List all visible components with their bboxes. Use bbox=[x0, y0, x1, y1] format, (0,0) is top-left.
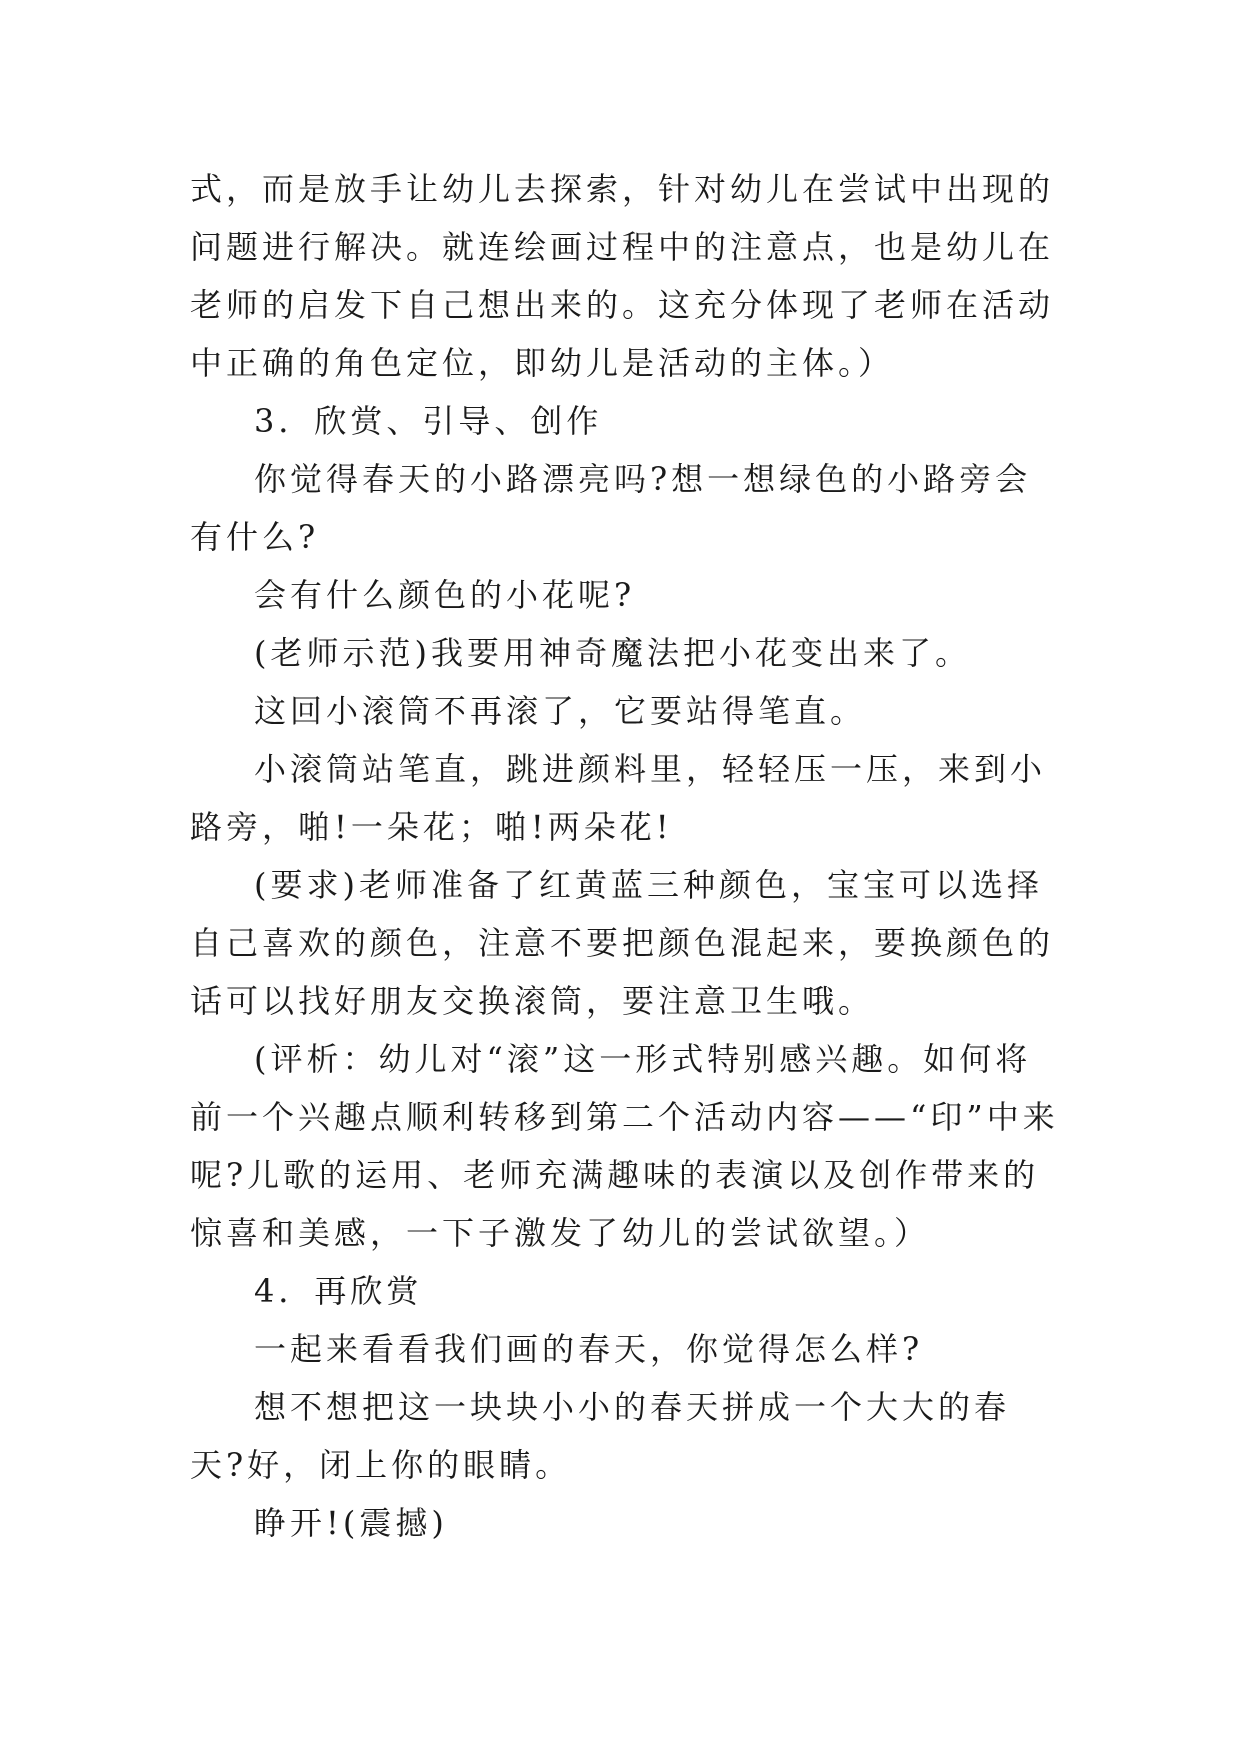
paragraph: 这回小滚筒不再滚了，它要站得笔直。 bbox=[254, 692, 867, 730]
document-body bbox=[190, 160, 1060, 1552]
section-heading-3: 3．欣赏、引导、创作 bbox=[254, 402, 603, 440]
paragraph: (要求)老师准备了红黄蓝三种颜色，宝宝可以选择自己喜欢的颜色，注意不要把颜色混起来，要换颜色的话可以找好朋友交换滚筒，要注意卫生哦。 bbox=[190, 866, 1055, 1020]
paragraph-commentary: (评析：幼儿对“滚”这一形式特别感兴趣。如何将前一个兴趣点顺利转移到第二个活动内容——“印”中来呢?儿歌的运用、老师充满趣味的表演以及创作带来的惊喜和美感，一下子激发了幼儿的尝试欲望。） bbox=[190, 1040, 1059, 1252]
paragraph: 你觉得春天的小路漂亮吗?想一想绿色的小路旁会有什么? bbox=[190, 460, 1032, 556]
paragraph: 小滚筒站笔直，跳进颜料里，轻轻压一压，来到小路旁，啪!一朵花；啪!两朵花! bbox=[190, 750, 1047, 846]
paragraph: 一起来看看我们画的春天，你觉得怎么样? bbox=[254, 1330, 924, 1368]
paragraph-continuation: 式，而是放手让幼儿去探索，针对幼儿在尝试中出现的问题进行解决。就连绘画过程中的注意点，也是幼儿在老师的启发下自己想出来的。这充分体现了老师在活动中正确的角色定位，即幼儿是活动的主体。） bbox=[190, 170, 1055, 382]
paragraph: 想不想把这一块块小小的春天拼成一个大大的春天?好，闭上你的眼睛。 bbox=[190, 1388, 1011, 1484]
section-heading-4: 4．再欣赏 bbox=[254, 1272, 423, 1310]
paragraph: 睁开!(震撼) bbox=[254, 1504, 448, 1542]
paragraph: (老师示范)我要用神奇魔法把小花变出来了。 bbox=[254, 634, 971, 672]
paragraph: 会有什么颜色的小花呢? bbox=[254, 576, 636, 614]
